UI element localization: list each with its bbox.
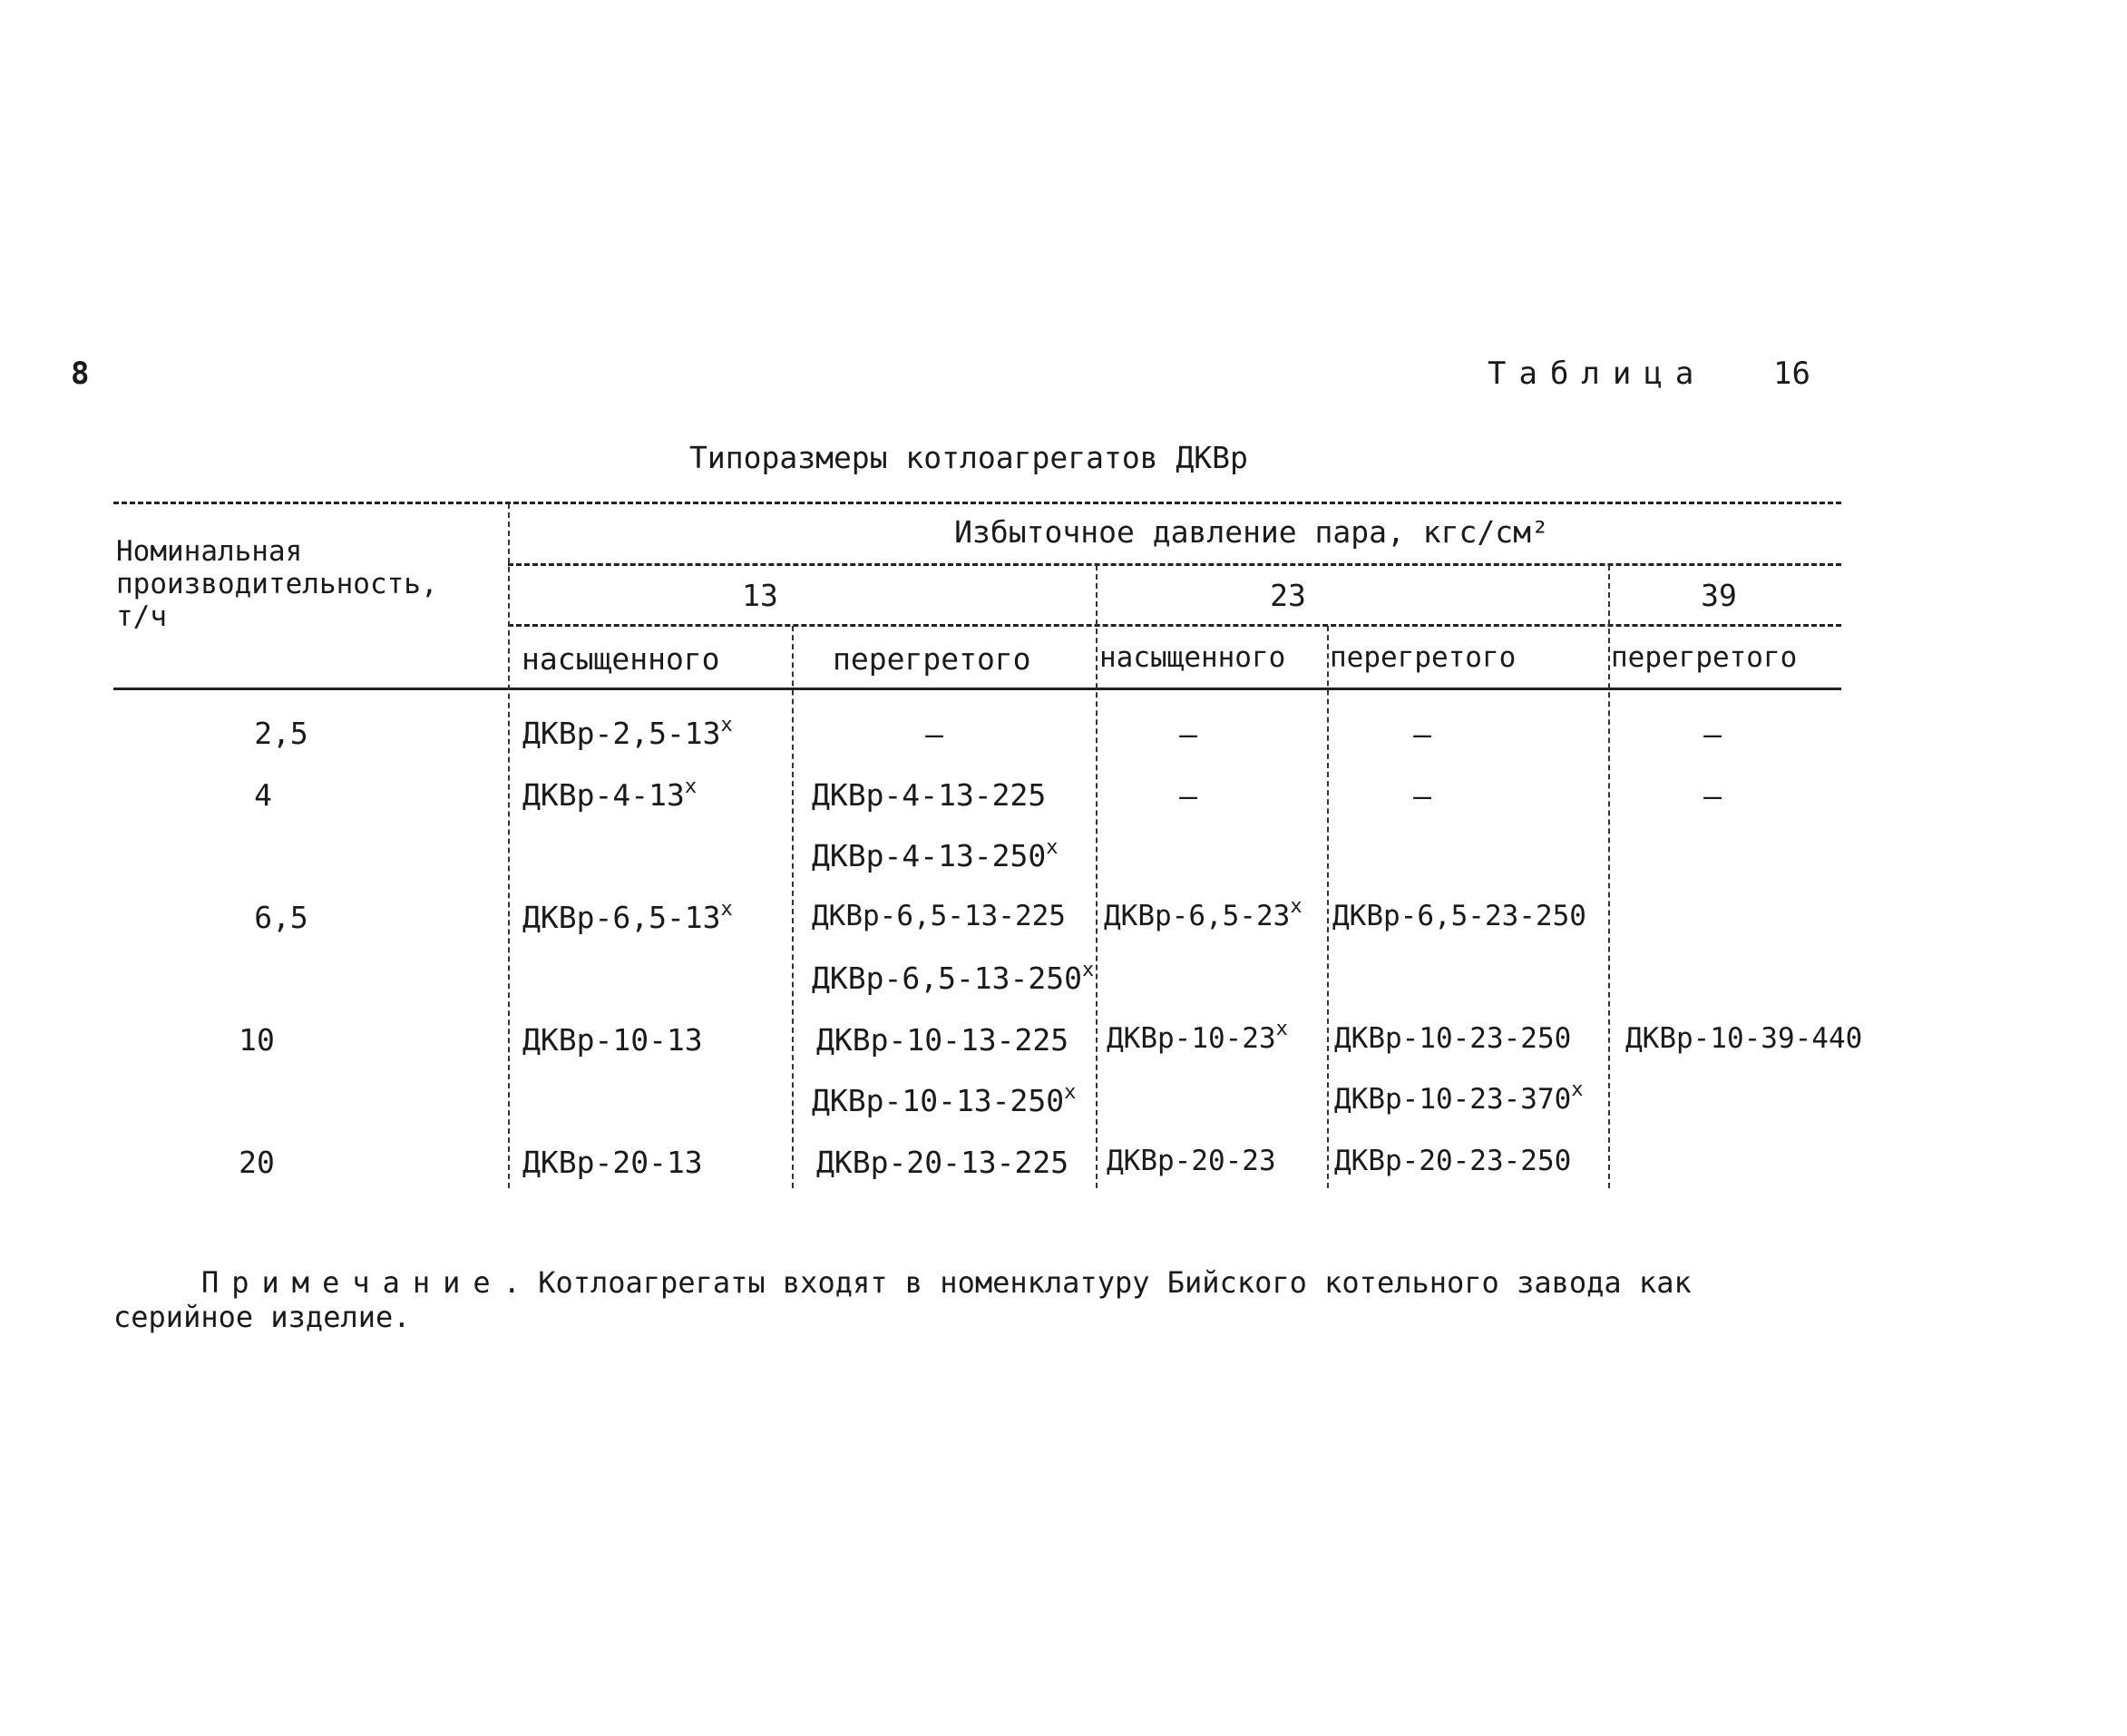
empty-dash: – <box>1413 717 1431 752</box>
capacity-cell: 4 <box>254 777 272 813</box>
model-cell: ДКВр-$6,5-13^х$ <box>522 898 733 935</box>
row-label-header: Номинальная производительность, т/ч <box>116 535 438 633</box>
pressure-23: 23 <box>1270 578 1306 613</box>
capacity-cell: 2,5 <box>254 716 308 751</box>
note-text: . Котлоагрегаты входят в номенклатуру Бийского котельного завода как серийное изделие. <box>113 1265 1692 1334</box>
note-label: Примечание <box>201 1265 503 1300</box>
empty-dash: – <box>1413 778 1431 814</box>
table-title: Типоразмеры котлоагрегатов ДКВр <box>689 440 1248 475</box>
header-bottom-rule <box>113 688 1841 690</box>
subhead-23-saturated: насыщенного <box>1099 641 1286 674</box>
table-label: Таблица <box>1488 356 1707 392</box>
model-cell: ДКВр-20-13-225 <box>816 1145 1069 1180</box>
model-cell: ДКВр-6,5-23-250 <box>1332 900 1586 932</box>
col-divider-3 <box>1096 565 1098 1188</box>
model-cell: ДКВр-$2,5-13^х$ <box>522 714 733 751</box>
model-cell: ДКВр-$10-23^х$ <box>1107 1018 1288 1055</box>
empty-dash: – <box>1703 778 1722 814</box>
subhead-13-superheated: перегретого <box>833 641 1031 677</box>
subhead-13-saturated: насыщенного <box>522 641 720 677</box>
empty-dash: – <box>925 717 943 752</box>
model-cell: ДКВр-$6,5-23^х$ <box>1104 895 1303 932</box>
pressure-header: Избыточное давление пара, кгс/см² <box>954 514 1549 550</box>
empty-dash: – <box>1179 717 1197 752</box>
subhead-39-superheated: перегретого <box>1611 641 1798 674</box>
page-number: 8 <box>71 356 90 392</box>
model-cell: ДКВр-$4-13-250^х$ <box>812 836 1059 873</box>
col-divider-1 <box>508 503 510 1188</box>
model-cell: ДКВр-20-23-250 <box>1334 1145 1572 1177</box>
col-divider-2 <box>792 626 794 1188</box>
empty-dash: – <box>1703 717 1722 752</box>
pressure-values-rule <box>508 624 1841 627</box>
model-cell: ДКВр-$4-13^х$ <box>522 775 698 813</box>
model-cell: ДКВр-10-39-440 <box>1625 1022 1863 1055</box>
subhead-23-superheated: перегретого <box>1330 641 1517 674</box>
model-cell: ДКВр-6,5-13-225 <box>812 900 1066 932</box>
pressure-header-rule <box>508 563 1841 566</box>
model-cell: ДКВр-10-13-225 <box>816 1022 1069 1058</box>
table-top-rule <box>113 502 1841 504</box>
pressure-39: 39 <box>1701 578 1737 613</box>
model-cell: ДКВр-20-23 <box>1107 1145 1276 1177</box>
model-cell: ДКВр-10-13 <box>522 1022 703 1058</box>
capacity-cell: 20 <box>239 1145 275 1180</box>
empty-dash: – <box>1179 778 1197 814</box>
model-cell: ДКВр-10-23-250 <box>1334 1022 1572 1055</box>
pressure-13: 13 <box>742 578 778 613</box>
table-number: 16 <box>1773 356 1810 392</box>
model-cell: ДКВр-$6,5-13-250^х$ <box>812 959 1095 996</box>
model-cell: ДКВр-4-13-225 <box>812 777 1047 813</box>
table-note <box>113 1265 1837 1334</box>
model-cell: ДКВр-$10-13-250^х$ <box>812 1081 1077 1118</box>
col-divider-4 <box>1327 626 1329 1188</box>
model-cell: ДКВр-$10-23-370^х$ <box>1334 1078 1584 1116</box>
col-divider-5 <box>1608 565 1610 1188</box>
capacity-cell: 6,5 <box>254 900 308 935</box>
model-cell: ДКВр-20-13 <box>522 1145 703 1180</box>
capacity-cell: 10 <box>239 1022 275 1058</box>
